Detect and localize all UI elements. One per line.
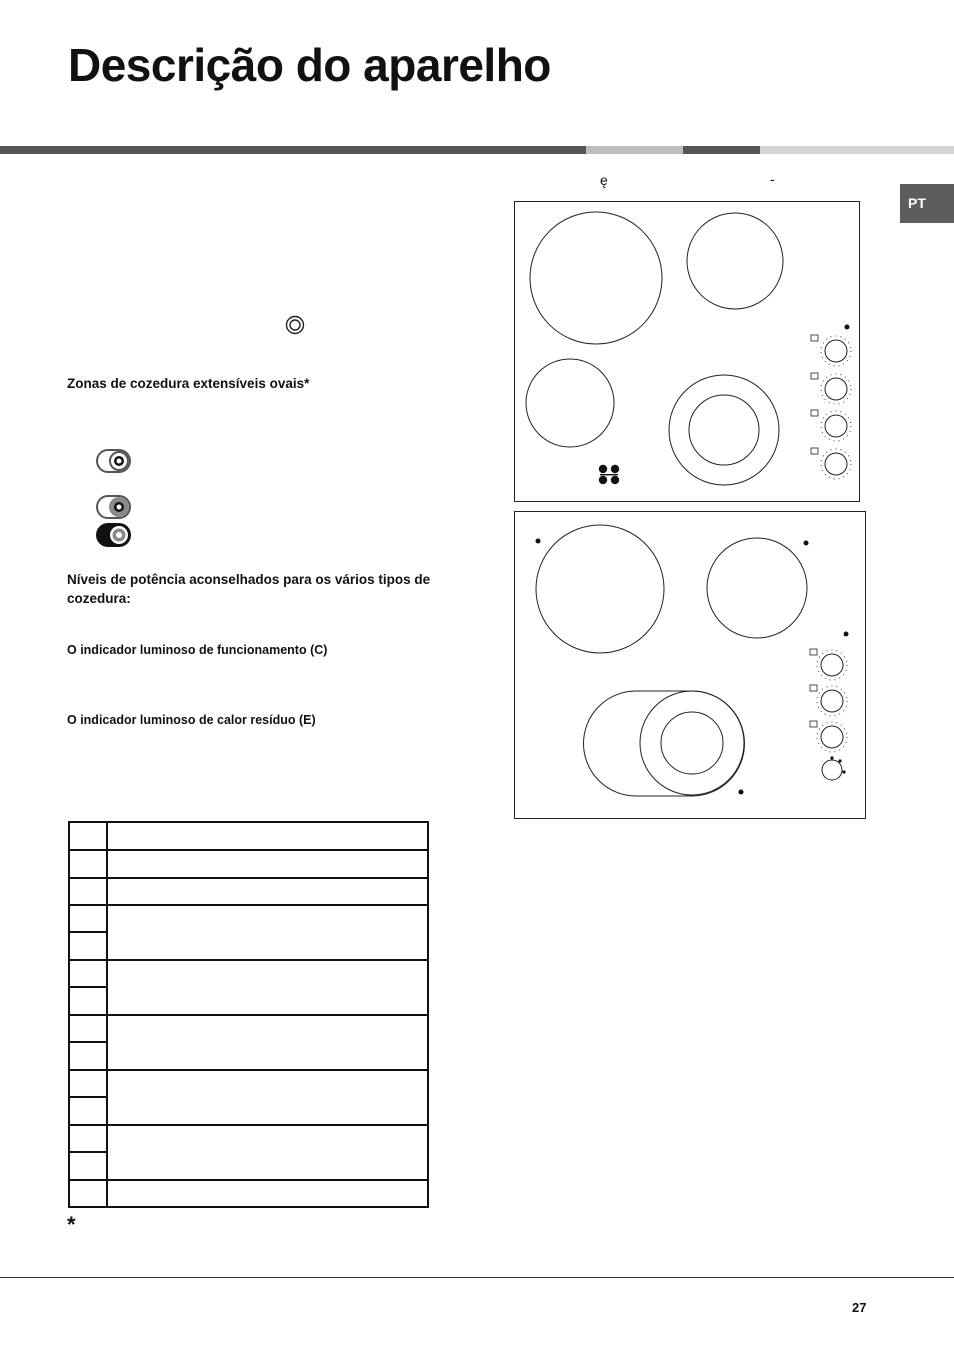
page-number: 27 [852,1300,867,1315]
header-bar-light-2 [760,146,954,154]
operation-indicator-heading: O indicador luminoso de funcionamento (C) [67,643,328,657]
footer-rule [0,1277,954,1278]
extendable-zones-heading: Zonas de cozedura extensíveis ovais* [67,376,310,391]
residual-heat-indicator-heading: O indicador luminoso de calor resíduo (E) [67,713,316,727]
diagram-label-fragment-left: ę [600,172,608,188]
header-bar-dark [0,146,586,154]
page-title: Descrição do aparelho [68,39,551,91]
hob-diagram-2 [514,511,867,820]
double-ring-icon [285,315,305,335]
power-levels-table [68,821,429,1208]
header-bar-dark-2 [683,146,760,154]
oval-zone-black-icon [95,521,133,549]
footnote-marker: * [67,1212,76,1237]
hob-diagram-1 [514,201,860,502]
oval-zone-outline-icon [95,448,133,474]
language-tab: PT [900,184,954,223]
header-bar-light [586,146,683,154]
oval-zone-grey-icon [95,494,133,520]
power-levels-heading: Níveis de potência aconselhados para os vários tipos de cozedura: [67,572,431,606]
diagram-label-fragment-right: - [770,171,775,187]
